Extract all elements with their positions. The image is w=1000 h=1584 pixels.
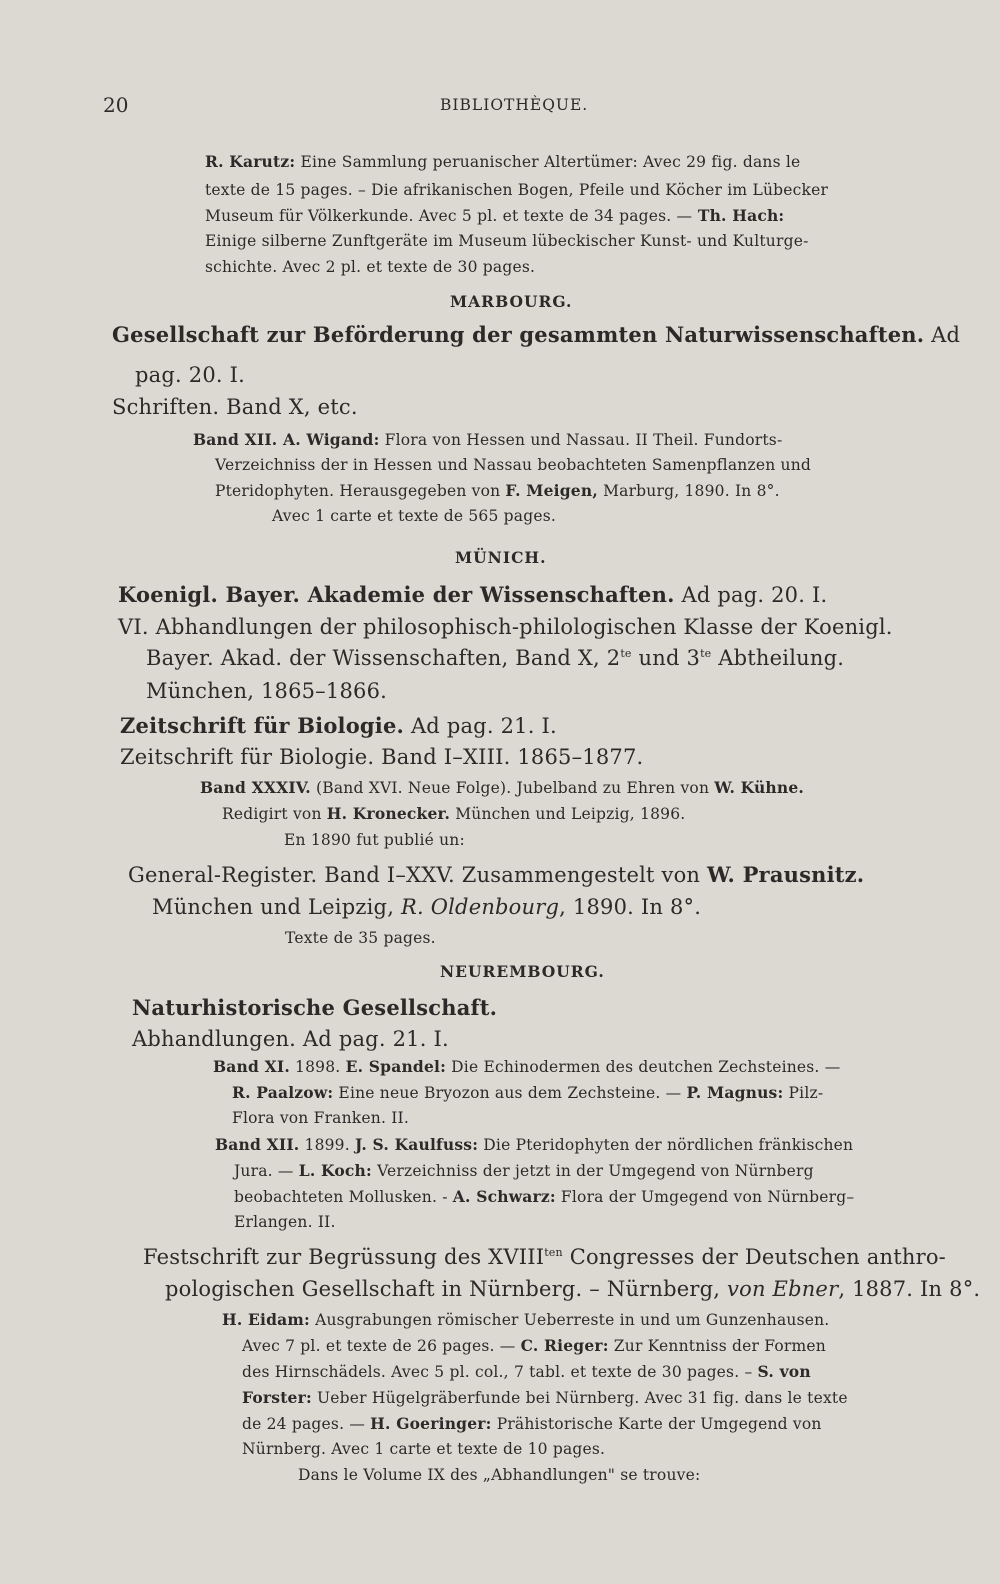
entry-text: General-Register. Band I–XXV. Zusammengestelt von <box>128 863 708 887</box>
society-name: Zeitschrift für Biologie. <box>120 713 405 738</box>
entry-line <box>143 1245 946 1269</box>
entry-text: Prähistorische Karte der Umgegend von <box>491 1415 822 1433</box>
entry-line: Einige silberne Zunftgeräte im Museum lübeckischer Kunst- und Kulturge- <box>205 232 809 250</box>
author-name: H. Kronecker. <box>326 804 451 823</box>
author-name: W. Prausnitz. <box>707 862 865 887</box>
entry-text: Flora der Umgegend von Nürnberg– <box>555 1188 855 1206</box>
entry-text: des Hirnschädels. Avec 5 pl. col., 7 tabl. et texte de 30 pages. – <box>242 1363 758 1381</box>
author-name: F. Meigen, <box>505 481 598 500</box>
entry-text: Ueber Hügelgräberfunde bei Nürnberg. Avec 31 fig. dans le texte <box>311 1389 848 1407</box>
entry-text: , 1890. In 8°. <box>559 895 702 919</box>
society-name: Koenigl. Bayer. Akademie der Wissenschaften. <box>118 582 675 607</box>
entry-line: Schriften. Band X, etc. <box>112 395 358 419</box>
society-heading <box>118 582 827 607</box>
entry-line: texte de 15 pages. – Die afrikanischen Bogen, Pfeile und Köcher im Lübecker <box>205 181 829 199</box>
entry-text: Pilz- <box>783 1084 824 1102</box>
entry-text: 1899. <box>299 1136 356 1154</box>
entry-text: Abtheilung. <box>711 646 845 670</box>
author-name: C. Rieger: <box>520 1336 609 1355</box>
entry-line: Zeitschrift für Biologie. Band I–XIII. 1865–1877. <box>120 745 644 769</box>
entry-text: beobachteten Mollusken. - <box>234 1188 453 1206</box>
author-name: Forster: <box>242 1388 312 1407</box>
entry-text: Marburg, 1890. In 8°. <box>597 482 780 500</box>
entry-line <box>205 206 784 225</box>
entry-line <box>146 646 844 670</box>
entry-text: Jura. — <box>234 1162 299 1180</box>
entry-text: Zur Kenntniss der Formen <box>608 1337 826 1355</box>
entry-line <box>152 895 701 919</box>
entry-line: Abhandlungen. Ad pag. 21. I. <box>132 1027 449 1051</box>
entry-text: München und Leipzig, 1896. <box>450 805 686 823</box>
entry-text: de 24 pages. — <box>242 1415 371 1433</box>
entry-text: Flora von Hessen und Nassau. II Theil. Fundorts- <box>379 431 783 449</box>
entry-text: Eine neue Bryozon aus dem Zechsteine. — <box>333 1084 687 1102</box>
entry-line <box>234 1161 814 1180</box>
author-name: P. Magnus: <box>686 1083 784 1102</box>
entry-line: pag. 20. I. <box>135 363 245 387</box>
author-name: W. Kühne. <box>714 778 805 797</box>
entry-line <box>234 1187 854 1206</box>
entry-text: Museum für Völkerkunde. Avec 5 pl. et texte de 34 pages. — <box>205 207 693 225</box>
entry-line: Texte de 35 pages. <box>285 929 436 947</box>
entry-line: Nürnberg. Avec 1 carte et texte de 10 pages. <box>242 1440 606 1458</box>
page-number: 20 <box>103 93 129 117</box>
entry-line: München, 1865–1866. <box>146 679 388 703</box>
entry-line: Verzeichniss der in Hessen und Nassau beobachteten Samenpflanzen und <box>215 456 812 474</box>
superscript: te <box>700 647 712 660</box>
entry-text: Ausgrabungen römischer Ueberreste in und um Gunzenhausen. <box>309 1311 830 1329</box>
entry-text: Congresses der Deutschen anthro- <box>562 1245 946 1269</box>
entry-line <box>222 1310 829 1329</box>
entry-text: (Band XVI. Neue Folge). Jubelband zu Ehren von <box>310 779 715 797</box>
entry-line <box>200 778 804 797</box>
entry-line <box>165 1277 980 1301</box>
entry-line <box>193 430 782 449</box>
author-name: E. Spandel: <box>345 1057 447 1076</box>
society-heading <box>112 322 960 347</box>
entry-text: , 1887. In 8°. <box>838 1277 981 1301</box>
entry-line: schichte. Avec 2 pl. et texte de 30 pages. <box>205 258 536 276</box>
society-name: Gesellschaft zur Beförderung der gesammten Naturwissenschaften. <box>112 322 925 347</box>
entry-line: VI. Abhandlungen der philosophisch-philologischen Klasse der Koenigl. <box>118 615 893 639</box>
entry-line <box>215 481 780 500</box>
publisher-name: R. Oldenbourg <box>400 895 560 919</box>
entry-line <box>222 804 685 823</box>
entry-text: 1898. <box>289 1058 346 1076</box>
society-heading <box>120 713 557 738</box>
entry-line <box>213 1057 840 1076</box>
society-heading: Naturhistorische Gesellschaft. <box>132 995 498 1020</box>
volume-label: Band XII. A. Wigand: <box>193 430 380 449</box>
publisher-name: von Ebner <box>727 1277 839 1301</box>
volume-label: Band XI. <box>213 1057 290 1076</box>
entry-text: Ad <box>924 323 961 347</box>
superscript: te <box>620 647 632 660</box>
entry-text: Pteridophyten. Herausgegeben von <box>215 482 506 500</box>
entry-text: Bayer. Akad. der Wissenschaften, Band X, 2 <box>146 646 621 670</box>
running-title: BIBLIOTHÈQUE. <box>440 96 589 114</box>
entry-text: Ad pag. 20. I. <box>674 583 828 607</box>
entry-text: Avec 7 pl. et texte de 26 pages. — <box>242 1337 521 1355</box>
superscript: ten <box>544 1246 563 1259</box>
author-name: L. Koch: <box>298 1161 372 1180</box>
volume-label: Band XXXIV. <box>200 778 311 797</box>
entry-text: Verzeichniss der jetzt in der Umgegend von Nürnberg <box>371 1162 814 1180</box>
entry-text: Eine Sammlung peruanischer Altertümer: Avec 29 fig. dans le <box>295 153 801 171</box>
entry-line: Dans le Volume IX des „Abhandlungen" se trouve: <box>298 1466 701 1484</box>
entry-line: Flora von Franken. II. <box>232 1109 409 1127</box>
city-heading: MARBOURG. <box>450 292 573 311</box>
entry-text: Festschrift zur Begrüssung des XVIII <box>143 1245 545 1269</box>
entry-text: pologischen Gesellschaft in Nürnberg. – Nürnberg, <box>165 1277 728 1301</box>
entry-text: Die Echinodermen des deutchen Zechsteines. — <box>446 1058 841 1076</box>
entry-line: En 1890 fut publié un: <box>284 831 465 849</box>
author-name: Th. Hach: <box>692 206 785 225</box>
entry-line <box>215 1135 853 1154</box>
volume-label: Band XII. <box>215 1135 300 1154</box>
entry-line <box>242 1388 848 1407</box>
entry-text: Ad pag. 21. I. <box>404 714 557 738</box>
entry-text: München und Leipzig, <box>152 895 401 919</box>
author-name: H. Eidam: <box>222 1310 310 1329</box>
entry-line <box>232 1083 823 1102</box>
author-name: A. Schwarz: <box>452 1187 556 1206</box>
author-name: R. Paalzow: <box>232 1083 334 1102</box>
author-name: H. Goeringer: <box>370 1414 492 1433</box>
entry-line: Avec 1 carte et texte de 565 pages. <box>272 507 557 525</box>
entry-line <box>242 1362 811 1381</box>
entry-line <box>205 152 800 171</box>
author-name: S. von <box>757 1362 811 1381</box>
entry-text: Die Pteridophyten der nördlichen fränkischen <box>478 1136 854 1154</box>
author-name: J. S. Kaulfuss: <box>355 1135 479 1154</box>
entry-line: Erlangen. II. <box>234 1213 336 1231</box>
city-heading: NEUREMBOURG. <box>440 962 605 981</box>
entry-line <box>128 862 864 887</box>
entry-line <box>242 1336 826 1355</box>
city-heading: MÜNICH. <box>455 548 547 567</box>
entry-line <box>242 1414 822 1433</box>
author-name: R. Karutz: <box>205 152 296 171</box>
entry-text: Redigirt von <box>222 805 327 823</box>
entry-text: und 3 <box>631 646 701 670</box>
